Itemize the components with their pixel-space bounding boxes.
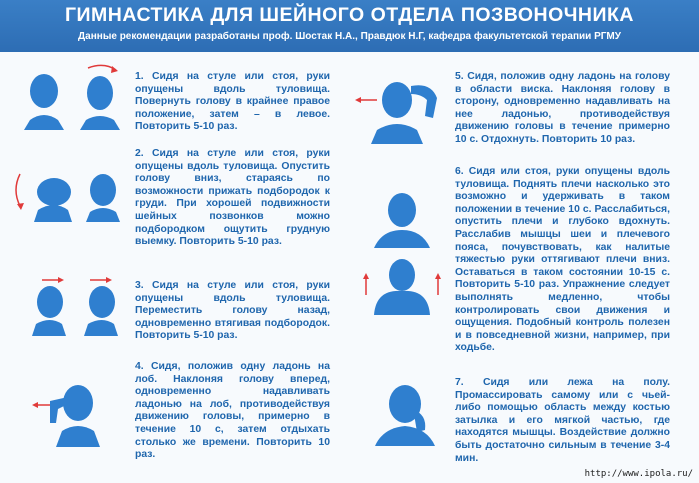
exercise-1-figure: [12, 58, 127, 130]
header-banner: [0, 0, 699, 52]
page-subtitle: Данные рекомендации разработаны проф. Шостак Н.А., Правдюк Н.Г, кафедра факультетской терапии РГМУ: [78, 31, 621, 42]
exercise-3-text: 3. Сидя на стуле или стоя, руки опущены вдоль туловища. Переместить голову назад, одновременно втягивая подбородок. Повторить 5-10 раз.: [135, 280, 330, 342]
exercise-5-text: 5. Сидя, положив одну ладонь на голову в области виска. Наклоняя голову в сторону, одновременно надавливать на нее ладонью, противодействуя движению головы в течение примерно 10 с. Отдохнуть. Повторить 10 раз.: [455, 71, 670, 145]
exercise-5-figure: [355, 72, 450, 147]
page-title: ГИМНАСТИКА ДЛЯ ШЕЙНОГО ОТДЕЛА ПОЗВОНОЧНИКА: [64, 4, 635, 26]
exercise-2-text: 2. Сидя на стуле или стоя, руки опущены вдоль туловища. Опустить голову вниз, стараясь по возможности прижать подбородок к груди. При хорошей подвижности шейных позвонков можно подбородком ощутить грудную выемку. Повторить 5-10 раз.: [135, 148, 330, 248]
exercise-4-figure: [28, 375, 113, 450]
exercise-6-figure-b: [358, 255, 446, 320]
exercise-7-text: 7. Сидя или лежа на полу. Промассировать самому или с чьей-либо помощью область между костью затылка и его мягкой частью, где находятся мышцы. Воздействие должно быть достаточно сильным в течение 3-4 мин.: [455, 377, 670, 464]
exercise-3-figure: [12, 272, 127, 342]
exercise-2-figure: [10, 160, 128, 230]
exercise-6-figure-a: [362, 188, 442, 250]
watermark: http://www.ipola.ru/: [584, 469, 693, 479]
exercise-1-text: 1. Сидя на стуле или стоя, руки опущены вдоль туловища. Повернуть голову в крайнее правое положение, затем – в левое. Повторить 5-10 раз.: [135, 71, 330, 133]
exercise-6-text: 6. Сидя или стоя, руки опущены вдоль туловища. Поднять плечи насколько это возможно и удерживать в таком положении в течение 10 с. Расслабиться, опустить плечи и глубоко вдохнуть. Расслабив мышцы шеи и плечевого пояса, почувствовать, как налитые тяжестью руки оттягивают плечи вниз. Оставаться в таком состоянии 10-15 с. Повторить 5-10 раз. Упражнение следует выполнять медленно, чтобы контролировать свои движения и ощущения. Подобный контроль полезен и в повседневной жизни, например, при ходьбе.: [455, 166, 670, 354]
exercise-7-figure: [365, 380, 447, 448]
exercise-4-text: 4. Сидя, положив одну ладонь на лоб. Наклоняя голову вперед, одновременно надавливать ладонью на лоб, противодействуя движению головы, примерно в течение 10 с, затем отдыхать столько же времени. Повторить 10 раз.: [135, 361, 330, 461]
